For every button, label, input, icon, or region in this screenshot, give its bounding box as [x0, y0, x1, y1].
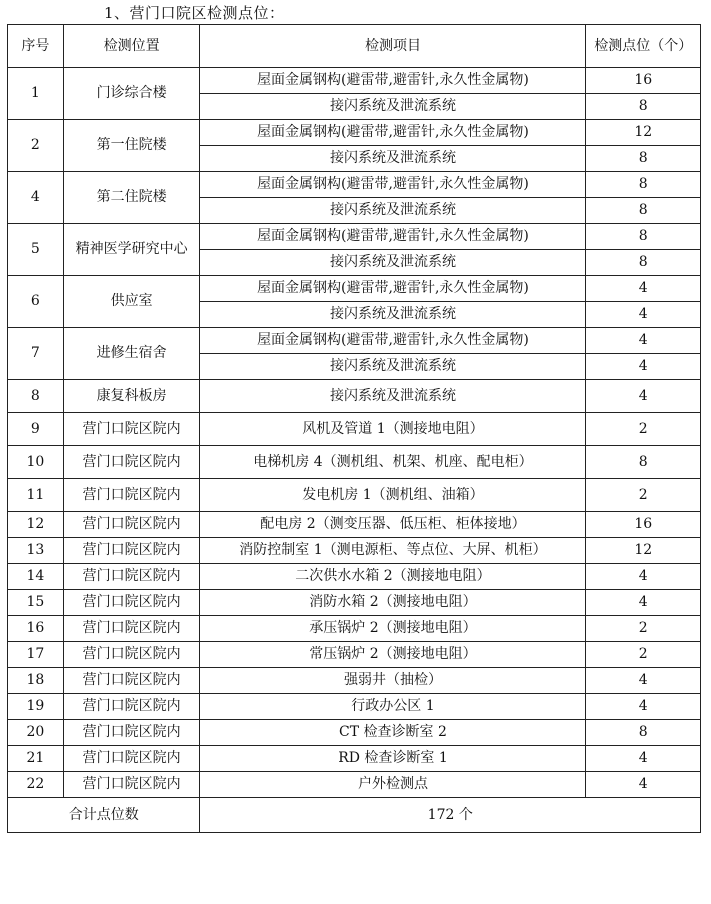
table-row [8, 564, 701, 590]
cell-item: 电梯机房 4（测机组、机架、机座、配电柜） [200, 446, 586, 479]
cell-no: 11 [8, 479, 64, 512]
table-row [8, 446, 701, 479]
cell-location: 第一住院楼 [63, 120, 200, 172]
cell-location: 营门口院区院内 [63, 538, 200, 564]
table-row [8, 590, 701, 616]
cell-item: RD 检查诊断室 1 [200, 746, 586, 772]
header-count: 检测点位（个） [586, 25, 701, 68]
cell-location: 营门口院区院内 [63, 590, 200, 616]
cell-item: 接闪系统及泄流系统 [200, 146, 586, 172]
cell-count: 8 [586, 720, 701, 746]
cell-no: 16 [8, 616, 64, 642]
cell-count: 8 [586, 250, 701, 276]
header-no: 序号 [8, 25, 64, 68]
cell-item: 承压锅炉 2（测接地电阻） [200, 616, 586, 642]
cell-count: 4 [586, 590, 701, 616]
cell-item: 屋面金属钢构(避雷带,避雷针,永久性金属物) [200, 328, 586, 354]
cell-item: 屋面金属钢构(避雷带,避雷针,永久性金属物) [200, 120, 586, 146]
cell-location: 门诊综合楼 [63, 68, 200, 120]
cell-location: 精神医学研究中心 [63, 224, 200, 276]
table-row [8, 328, 701, 354]
total-value: 172 个 [200, 798, 701, 833]
cell-count: 2 [586, 616, 701, 642]
cell-count: 4 [586, 772, 701, 798]
header-item: 检测项目 [200, 25, 586, 68]
table-row [8, 538, 701, 564]
cell-no: 9 [8, 413, 64, 446]
cell-no: 12 [8, 512, 64, 538]
table-row [8, 413, 701, 446]
cell-count: 4 [586, 694, 701, 720]
cell-item: 消防水箱 2（测接地电阻） [200, 590, 586, 616]
cell-location: 营门口院区院内 [63, 772, 200, 798]
cell-no: 5 [8, 224, 64, 276]
cell-no: 7 [8, 328, 64, 380]
table-row [8, 68, 701, 94]
cell-count: 4 [586, 354, 701, 380]
cell-count: 2 [586, 413, 701, 446]
cell-no: 18 [8, 668, 64, 694]
cell-item: 接闪系统及泄流系统 [200, 380, 586, 413]
cell-item: 配电房 2（测变压器、低压柜、柜体接地） [200, 512, 586, 538]
cell-count: 8 [586, 198, 701, 224]
cell-count: 16 [586, 512, 701, 538]
cell-count: 4 [586, 302, 701, 328]
cell-no: 15 [8, 590, 64, 616]
cell-location: 进修生宿舍 [63, 328, 200, 380]
section-heading: 1、营门口院区检测点位： [104, 4, 285, 22]
cell-count: 4 [586, 328, 701, 354]
cell-no: 21 [8, 746, 64, 772]
cell-item: 接闪系统及泄流系统 [200, 302, 586, 328]
cell-location: 营门口院区院内 [63, 446, 200, 479]
cell-no: 20 [8, 720, 64, 746]
inspection-points-table [7, 24, 701, 833]
header-location: 检测位置 [63, 25, 200, 68]
table-row [8, 746, 701, 772]
table-row [8, 120, 701, 146]
cell-no: 10 [8, 446, 64, 479]
table-row [8, 512, 701, 538]
table-total-row [8, 798, 701, 833]
table-row [8, 668, 701, 694]
cell-count: 8 [586, 94, 701, 120]
cell-location: 第二住院楼 [63, 172, 200, 224]
cell-count: 8 [586, 172, 701, 198]
cell-location: 供应室 [63, 276, 200, 328]
cell-count: 4 [586, 276, 701, 302]
table-row [8, 616, 701, 642]
table-row [8, 479, 701, 512]
total-label: 合计点位数 [8, 798, 200, 833]
cell-item: CT 检查诊断室 2 [200, 720, 586, 746]
cell-item: 强弱井（抽检） [200, 668, 586, 694]
cell-location: 营门口院区院内 [63, 479, 200, 512]
cell-count: 2 [586, 642, 701, 668]
cell-count: 4 [586, 564, 701, 590]
cell-no: 8 [8, 380, 64, 413]
cell-item: 接闪系统及泄流系统 [200, 198, 586, 224]
cell-location: 营门口院区院内 [63, 512, 200, 538]
cell-count: 16 [586, 68, 701, 94]
cell-item: 屋面金属钢构(避雷带,避雷针,永久性金属物) [200, 68, 586, 94]
cell-no: 13 [8, 538, 64, 564]
table-row [8, 224, 701, 250]
table-row [8, 642, 701, 668]
cell-location: 康复科板房 [63, 380, 200, 413]
cell-location: 营门口院区院内 [63, 694, 200, 720]
cell-no: 6 [8, 276, 64, 328]
cell-location: 营门口院区院内 [63, 668, 200, 694]
table-row [8, 694, 701, 720]
table-header-row [8, 25, 701, 68]
cell-no: 19 [8, 694, 64, 720]
cell-item: 屋面金属钢构(避雷带,避雷针,永久性金属物) [200, 172, 586, 198]
cell-count: 8 [586, 446, 701, 479]
cell-item: 风机及管道 1（测接地电阻） [200, 413, 586, 446]
cell-item: 屋面金属钢构(避雷带,避雷针,永久性金属物) [200, 224, 586, 250]
cell-location: 营门口院区院内 [63, 746, 200, 772]
cell-location: 营门口院区院内 [63, 642, 200, 668]
table-row [8, 720, 701, 746]
cell-count: 2 [586, 479, 701, 512]
cell-item: 屋面金属钢构(避雷带,避雷针,永久性金属物) [200, 276, 586, 302]
cell-item: 消防控制室 1（测电源柜、等点位、大屏、机柜） [200, 538, 586, 564]
cell-location: 营门口院区院内 [63, 413, 200, 446]
cell-count: 12 [586, 538, 701, 564]
table-row [8, 276, 701, 302]
cell-no: 4 [8, 172, 64, 224]
cell-count: 8 [586, 146, 701, 172]
table-row [8, 172, 701, 198]
cell-item: 行政办公区 1 [200, 694, 586, 720]
cell-item: 二次供水水箱 2（测接地电阻） [200, 564, 586, 590]
cell-location: 营门口院区院内 [63, 720, 200, 746]
cell-no: 1 [8, 68, 64, 120]
cell-item: 常压锅炉 2（测接地电阻） [200, 642, 586, 668]
cell-item: 接闪系统及泄流系统 [200, 250, 586, 276]
cell-item: 户外检测点 [200, 772, 586, 798]
cell-count: 8 [586, 224, 701, 250]
cell-count: 12 [586, 120, 701, 146]
cell-no: 17 [8, 642, 64, 668]
cell-item: 接闪系统及泄流系统 [200, 94, 586, 120]
cell-location: 营门口院区院内 [63, 616, 200, 642]
table-row [8, 380, 701, 413]
cell-location: 营门口院区院内 [63, 564, 200, 590]
cell-count: 4 [586, 380, 701, 413]
cell-no: 2 [8, 120, 64, 172]
cell-item: 接闪系统及泄流系统 [200, 354, 586, 380]
cell-no: 22 [8, 772, 64, 798]
cell-item: 发电机房 1（测机组、油箱） [200, 479, 586, 512]
cell-count: 4 [586, 668, 701, 694]
table-row [8, 772, 701, 798]
cell-no: 14 [8, 564, 64, 590]
cell-count: 4 [586, 746, 701, 772]
